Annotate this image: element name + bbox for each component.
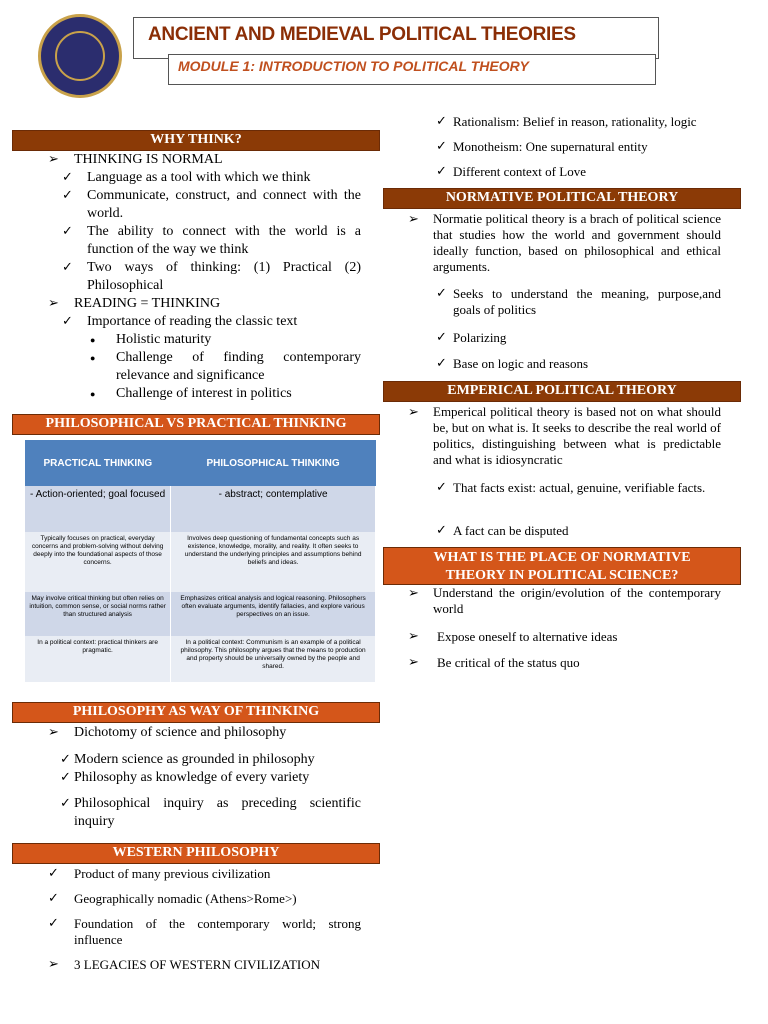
section-heading-normative: NORMATIVE POLITICAL THEORY xyxy=(383,188,741,209)
bullet-reading-thinking: READING = THINKING xyxy=(74,296,221,311)
check-icon: ✓ xyxy=(62,223,73,238)
check-icon: ✓ xyxy=(436,522,447,537)
list-item: Be critical of the status quo xyxy=(437,655,580,670)
list-item: Base on logic and reasons xyxy=(453,356,589,371)
bullet-thinking-normal: THINKING IS NORMAL xyxy=(74,152,223,167)
list-item: Seeks to understand the meaning, purpose,and goals of politics xyxy=(453,286,721,317)
list-item: A fact can be disputed xyxy=(453,523,569,538)
list-item: Dichotomy of science and philosophy xyxy=(74,725,287,740)
table-cell: May involve critical thinking but often relies on intuition, common sense, or social norms rather than structured analysis xyxy=(25,592,171,636)
arrow-bullet-icon: ➢ xyxy=(408,654,419,669)
list-item: 3 LEGACIES OF WESTERN CIVILIZATION xyxy=(74,957,321,972)
dot-bullet-icon: ● xyxy=(90,389,96,399)
section-heading-why-think: WHY THINK? xyxy=(12,130,380,151)
university-seal-logo xyxy=(38,14,122,98)
check-icon: ✓ xyxy=(62,259,73,274)
comparison-table xyxy=(25,440,376,682)
list-item: Monotheism: One supernatural entity xyxy=(453,139,648,154)
table-cell: Involves deep questioning of fundamental concepts such as existence, knowledge, morality, and reality. It often seeks to understand the underlying principles and assumptions behind beliefs and ideas. xyxy=(171,532,376,592)
list-item: Geographically nomadic (Athens>Rome>) xyxy=(74,891,297,906)
section-heading-place-normative: WHAT IS THE PLACE OF NORMATIVE THEORY IN POLITICAL SCIENCE? xyxy=(383,547,741,585)
list-item: Different context of Love xyxy=(453,164,586,179)
check-icon: ✓ xyxy=(436,163,447,178)
check-icon: ✓ xyxy=(60,751,71,766)
dot-bullet-icon: ● xyxy=(90,353,96,363)
section-heading-phil-vs-prac: PHILOSOPHICAL VS PRACTICAL THINKING xyxy=(12,414,380,435)
list-item: Expose oneself to alternative ideas xyxy=(437,629,618,644)
arrow-bullet-icon: ➢ xyxy=(408,211,419,226)
list-item: Communicate, construct, and connect with the world. xyxy=(87,188,361,221)
list-item: Language as a tool with which we think xyxy=(87,170,311,185)
section-heading-way-of-thinking: PHILOSOPHY AS WAY OF THINKING xyxy=(12,702,380,723)
arrow-bullet-icon: ➢ xyxy=(408,585,419,600)
check-icon: ✓ xyxy=(60,795,71,810)
list-item: Foundation of the contemporary world; strong influence xyxy=(74,916,361,947)
list-item: The ability to connect with the world is a function of the way we think xyxy=(87,224,361,257)
list-item: Importance of reading the classic text xyxy=(87,314,298,329)
check-icon: ✓ xyxy=(436,355,447,370)
list-item: Holistic maturity xyxy=(116,332,212,347)
list-item: Philosophy as knowledge of every variety xyxy=(74,770,310,785)
dot-bullet-icon: ● xyxy=(90,335,96,345)
arrow-bullet-icon: ➢ xyxy=(48,151,59,166)
page-title: ANCIENT AND MEDIEVAL POLITICAL THEORIES xyxy=(148,24,576,45)
list-item: Product of many previous civilization xyxy=(74,866,271,881)
list-item: Emperical political theory is based not on what should be, but on what is. It seeks to describe the real world of politics, distinguishing between what is predictable and what is idiosyncratic xyxy=(433,404,721,467)
list-item: Challenge of interest in politics xyxy=(116,386,292,401)
table-header-philosophical: PHILOSOPHICAL THINKING xyxy=(171,440,376,486)
section-heading-western: WESTERN PHILOSOPHY xyxy=(12,843,380,864)
check-icon: ✓ xyxy=(62,313,73,328)
list-item: Understand the origin/evolution of the contemporary world xyxy=(433,585,721,616)
check-icon: ✓ xyxy=(48,915,59,930)
arrow-bullet-icon: ➢ xyxy=(48,724,59,739)
list-item: Modern science as grounded in philosophy xyxy=(74,752,315,767)
check-icon: ✓ xyxy=(436,285,447,300)
page-subtitle: MODULE 1: INTRODUCTION TO POLITICAL THEORY xyxy=(178,58,529,74)
list-item: Challenge of finding contemporary relevance and significance xyxy=(116,350,361,383)
list-item: Rationalism: Belief in reason, rationality, logic xyxy=(453,114,697,129)
table-header-practical: PRACTICAL THINKING xyxy=(25,440,171,486)
check-icon: ✓ xyxy=(436,329,447,344)
arrow-bullet-icon: ➢ xyxy=(408,628,419,643)
check-icon: ✓ xyxy=(48,890,59,905)
table-cell: Typically focuses on practical, everyday concerns and problem-solving without delving deeply into the foundational aspects of those concerns. xyxy=(25,532,171,592)
list-item: Philosophical inquiry as preceding scientific inquiry xyxy=(74,796,361,829)
arrow-bullet-icon: ➢ xyxy=(48,956,59,971)
arrow-bullet-icon: ➢ xyxy=(408,404,419,419)
list-item: Normatie political theory is a brach of political science that studies how the world and government should ideally function, based on philosophical and ethical arguments. xyxy=(433,211,721,274)
list-item: Polarizing xyxy=(453,330,507,345)
table-cell: - abstract; contemplative xyxy=(171,486,376,532)
check-icon: ✓ xyxy=(62,187,73,202)
section-heading-emperical: EMPERICAL POLITICAL THEORY xyxy=(383,381,741,402)
table-cell: Emphasizes critical analysis and logical reasoning. Philosophers often evaluate arguments, identify fallacies, and explore various perspectives on an issue. xyxy=(171,592,376,636)
check-icon: ✓ xyxy=(436,138,447,153)
table-cell: In a political context: practical thinkers are pragmatic. xyxy=(25,636,171,682)
table-cell: - Action-oriented; goal focused xyxy=(25,486,171,532)
arrow-bullet-icon: ➢ xyxy=(48,295,59,310)
check-icon: ✓ xyxy=(60,769,71,784)
check-icon: ✓ xyxy=(436,113,447,128)
list-item: That facts exist: actual, genuine, verifiable facts. xyxy=(453,480,706,495)
check-icon: ✓ xyxy=(62,169,73,184)
table-cell: In a political context: Communism is an example of a political philosophy. This philosophy argues that the means to production and property should be universally owned by the people and shared. xyxy=(171,636,376,682)
check-icon: ✓ xyxy=(48,865,59,880)
list-item: Two ways of thinking: (1) Practical (2) Philosophical xyxy=(87,260,361,293)
check-icon: ✓ xyxy=(436,479,447,494)
